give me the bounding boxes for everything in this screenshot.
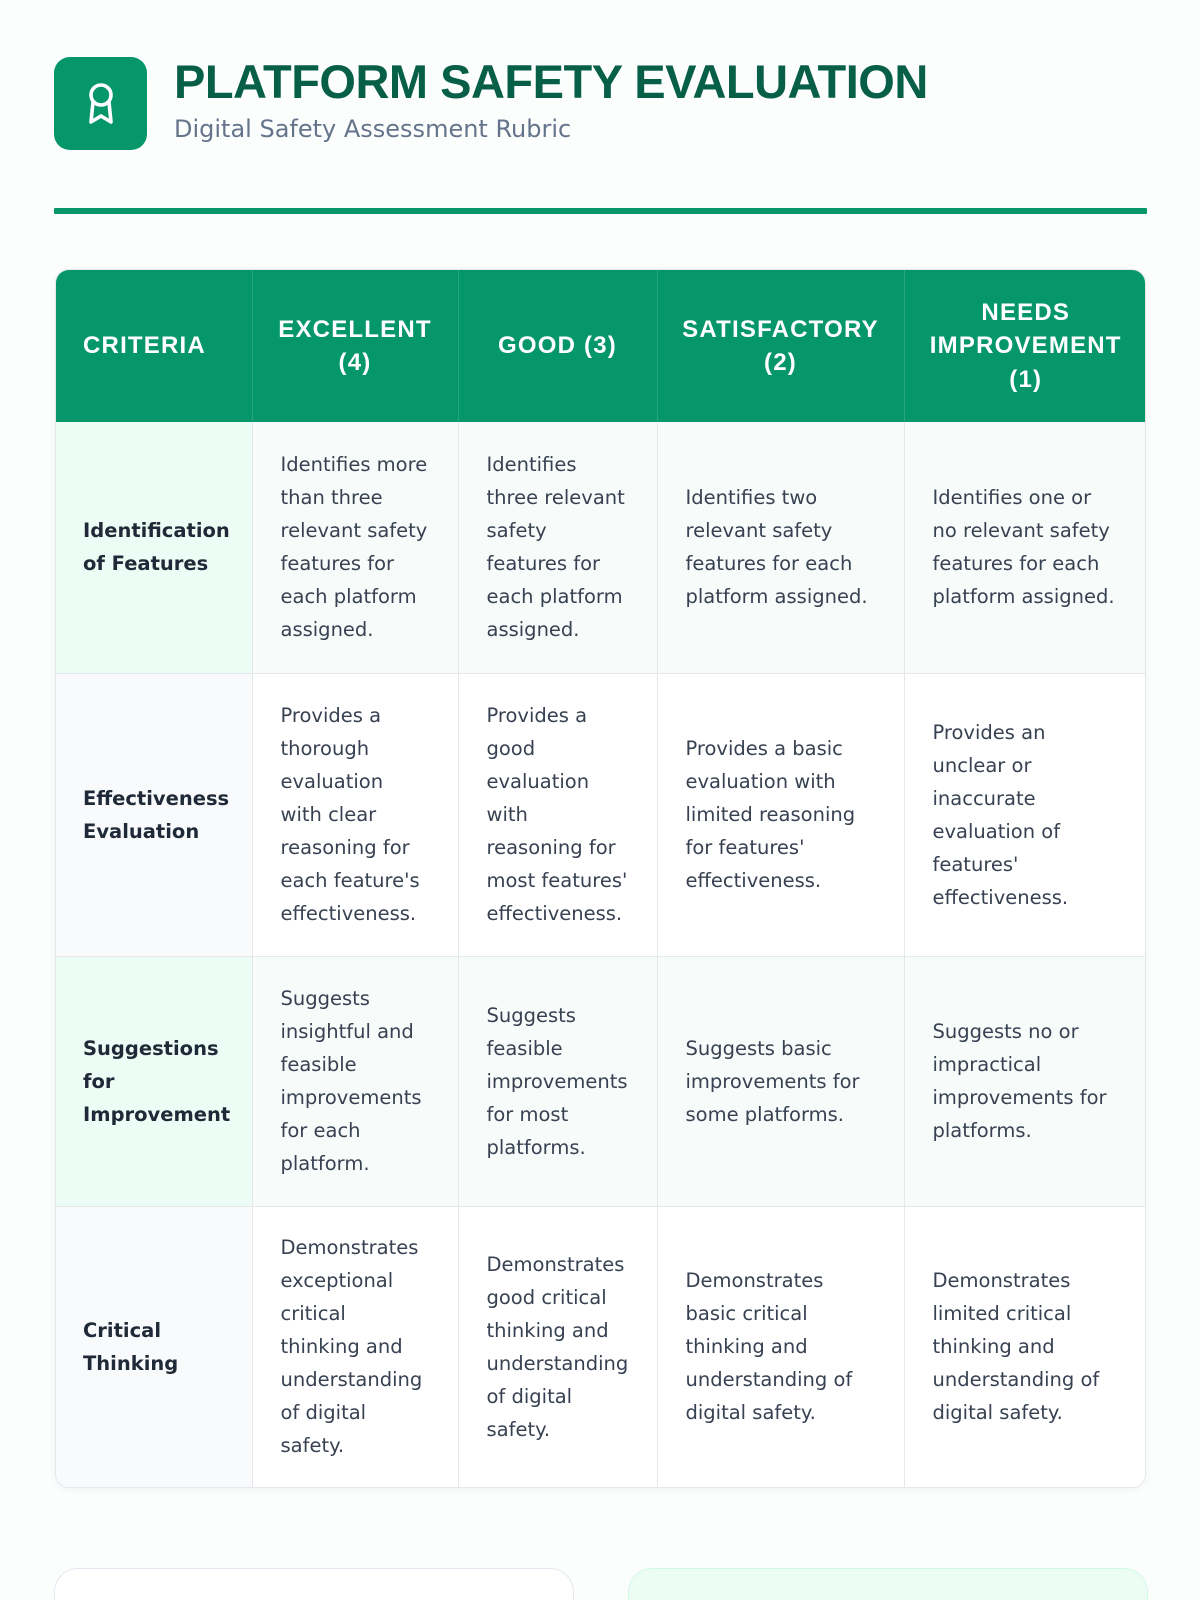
table-row xyxy=(56,956,1146,1206)
column-header-excellent: EXCELLENT (4) xyxy=(252,270,458,422)
table-row xyxy=(56,422,1146,673)
table-row xyxy=(56,673,1146,956)
good-cell: Suggests feasible improvements for most platforms. xyxy=(458,956,657,1206)
excellent-cell: Provides a thorough evaluation with clear reasoning for each feature's effectiveness. xyxy=(252,673,458,956)
criteria-cell: Suggestions for Improvement xyxy=(56,956,252,1206)
bottom-card-left xyxy=(54,1568,574,1600)
needs-improvement-cell: Provides an unclear or inaccurate evaluation of features' effectiveness. xyxy=(904,673,1146,956)
bottom-card-right xyxy=(628,1568,1148,1600)
satisfactory-cell: Demonstrates basic critical thinking and understanding of digital safety. xyxy=(657,1206,904,1487)
criteria-cell: Identification of Features xyxy=(56,422,252,673)
column-header-satisfactory: SATISFACTORY (2) xyxy=(657,270,904,422)
column-header-good: GOOD (3) xyxy=(458,270,657,422)
award-ribbon-icon xyxy=(54,57,147,150)
rubric-table xyxy=(55,269,1146,1488)
column-header-needs-improvement: NEEDS IMPROVEMENT (1) xyxy=(904,270,1146,422)
excellent-cell: Suggests insightful and feasible improvements for each platform. xyxy=(252,956,458,1206)
column-header-criteria: CRITERIA xyxy=(56,270,252,422)
page-title: PLATFORM SAFETY EVALUATION xyxy=(174,54,928,108)
header-divider xyxy=(54,208,1147,214)
excellent-cell: Demonstrates exceptional critical thinking and understanding of digital safety. xyxy=(252,1206,458,1487)
excellent-cell: Identifies more than three relevant safety features for each platform assigned. xyxy=(252,422,458,673)
needs-improvement-cell: Identifies one or no relevant safety features for each platform assigned. xyxy=(904,422,1146,673)
good-cell: Identifies three relevant safety features for each platform assigned. xyxy=(458,422,657,673)
satisfactory-cell: Provides a basic evaluation with limited reasoning for features' effectiveness. xyxy=(657,673,904,956)
page-subtitle: Digital Safety Assessment Rubric xyxy=(174,115,572,144)
page-header xyxy=(54,54,928,150)
good-cell: Demonstrates good critical thinking and understanding of digital safety. xyxy=(458,1206,657,1487)
satisfactory-cell: Suggests basic improvements for some platforms. xyxy=(657,956,904,1206)
table-row xyxy=(56,1206,1146,1487)
criteria-cell: Critical Thinking xyxy=(56,1206,252,1487)
needs-improvement-cell: Suggests no or impractical improvements for platforms. xyxy=(904,956,1146,1206)
criteria-cell: Effectiveness Evaluation xyxy=(56,673,252,956)
table-header-row xyxy=(56,270,1146,422)
satisfactory-cell: Identifies two relevant safety features for each platform assigned. xyxy=(657,422,904,673)
needs-improvement-cell: Demonstrates limited critical thinking and understanding of digital safety. xyxy=(904,1206,1146,1487)
good-cell: Provides a good evaluation with reasoning for most features' effectiveness. xyxy=(458,673,657,956)
